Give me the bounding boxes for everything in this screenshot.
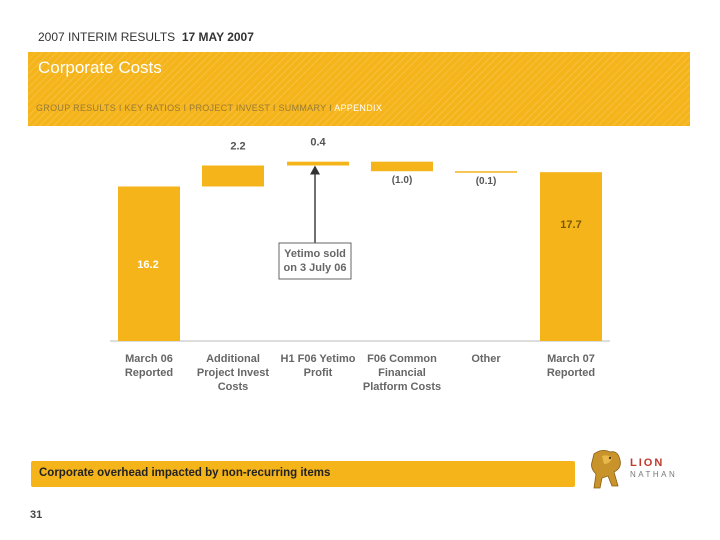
data-label: 17.7 bbox=[560, 218, 582, 231]
key-message-box bbox=[31, 461, 575, 487]
nav-project-invest[interactable]: PROJECT INVEST bbox=[189, 103, 271, 113]
bar bbox=[455, 171, 517, 173]
data-label: 2.2 bbox=[230, 140, 246, 153]
data-label: (0.1) bbox=[475, 176, 497, 188]
bar bbox=[202, 165, 264, 186]
annotation-text: Yetimo sold bbox=[284, 248, 346, 260]
logo-word-lion: LION bbox=[630, 457, 665, 469]
tick-label: H1 F06 Yetimo bbox=[280, 353, 356, 365]
annotation-arrowhead bbox=[310, 165, 320, 174]
tick-label: F06 Common bbox=[367, 353, 437, 365]
key-message: Corporate overhead impacted by non-recurring items bbox=[39, 467, 331, 479]
nav-key-ratios[interactable]: KEY RATIOS bbox=[124, 103, 181, 113]
company-logo bbox=[588, 446, 690, 492]
bar bbox=[287, 162, 349, 166]
logo-word-nathan: NATHAN bbox=[630, 470, 678, 479]
bar bbox=[540, 172, 602, 341]
tick-label: Additional bbox=[206, 353, 260, 365]
page-number: 31 bbox=[30, 509, 43, 521]
nav-separator: I bbox=[118, 103, 122, 113]
data-label: 0.4 bbox=[310, 136, 326, 149]
tick-label: Platform Costs bbox=[362, 381, 442, 393]
tick-label: Financial bbox=[378, 367, 426, 379]
report-event: 2007 INTERIM RESULTS bbox=[38, 30, 176, 44]
bar bbox=[371, 162, 433, 172]
tick-label: March 07 bbox=[547, 353, 595, 365]
nav-separator: I bbox=[272, 103, 276, 113]
tick-label: Costs bbox=[217, 381, 249, 393]
data-label: 16.2 bbox=[137, 259, 159, 271]
tick-label: Reported bbox=[546, 367, 596, 379]
tick-label: Reported bbox=[124, 367, 174, 379]
nav-summary[interactable]: SUMMARY bbox=[278, 103, 327, 113]
data-label: (1.0) bbox=[391, 175, 413, 187]
nav-group-results[interactable]: GROUP RESULTS bbox=[36, 103, 117, 113]
nav-appendix[interactable]: APPENDIX bbox=[334, 103, 383, 113]
page-title: Corporate Costs bbox=[38, 58, 162, 77]
lion-emblem-icon bbox=[592, 450, 621, 488]
tick-label: Project Invest bbox=[196, 367, 270, 379]
annotation-text: on 3 July 06 bbox=[283, 262, 347, 274]
tick-label: Other bbox=[471, 353, 501, 365]
tick-label: March 06 bbox=[125, 353, 173, 365]
nav-separator: I bbox=[183, 103, 187, 113]
report-date: 17 MAY 2007 bbox=[181, 30, 254, 44]
nav-separator: I bbox=[329, 103, 332, 113]
tick-label: Profit bbox=[303, 367, 333, 379]
